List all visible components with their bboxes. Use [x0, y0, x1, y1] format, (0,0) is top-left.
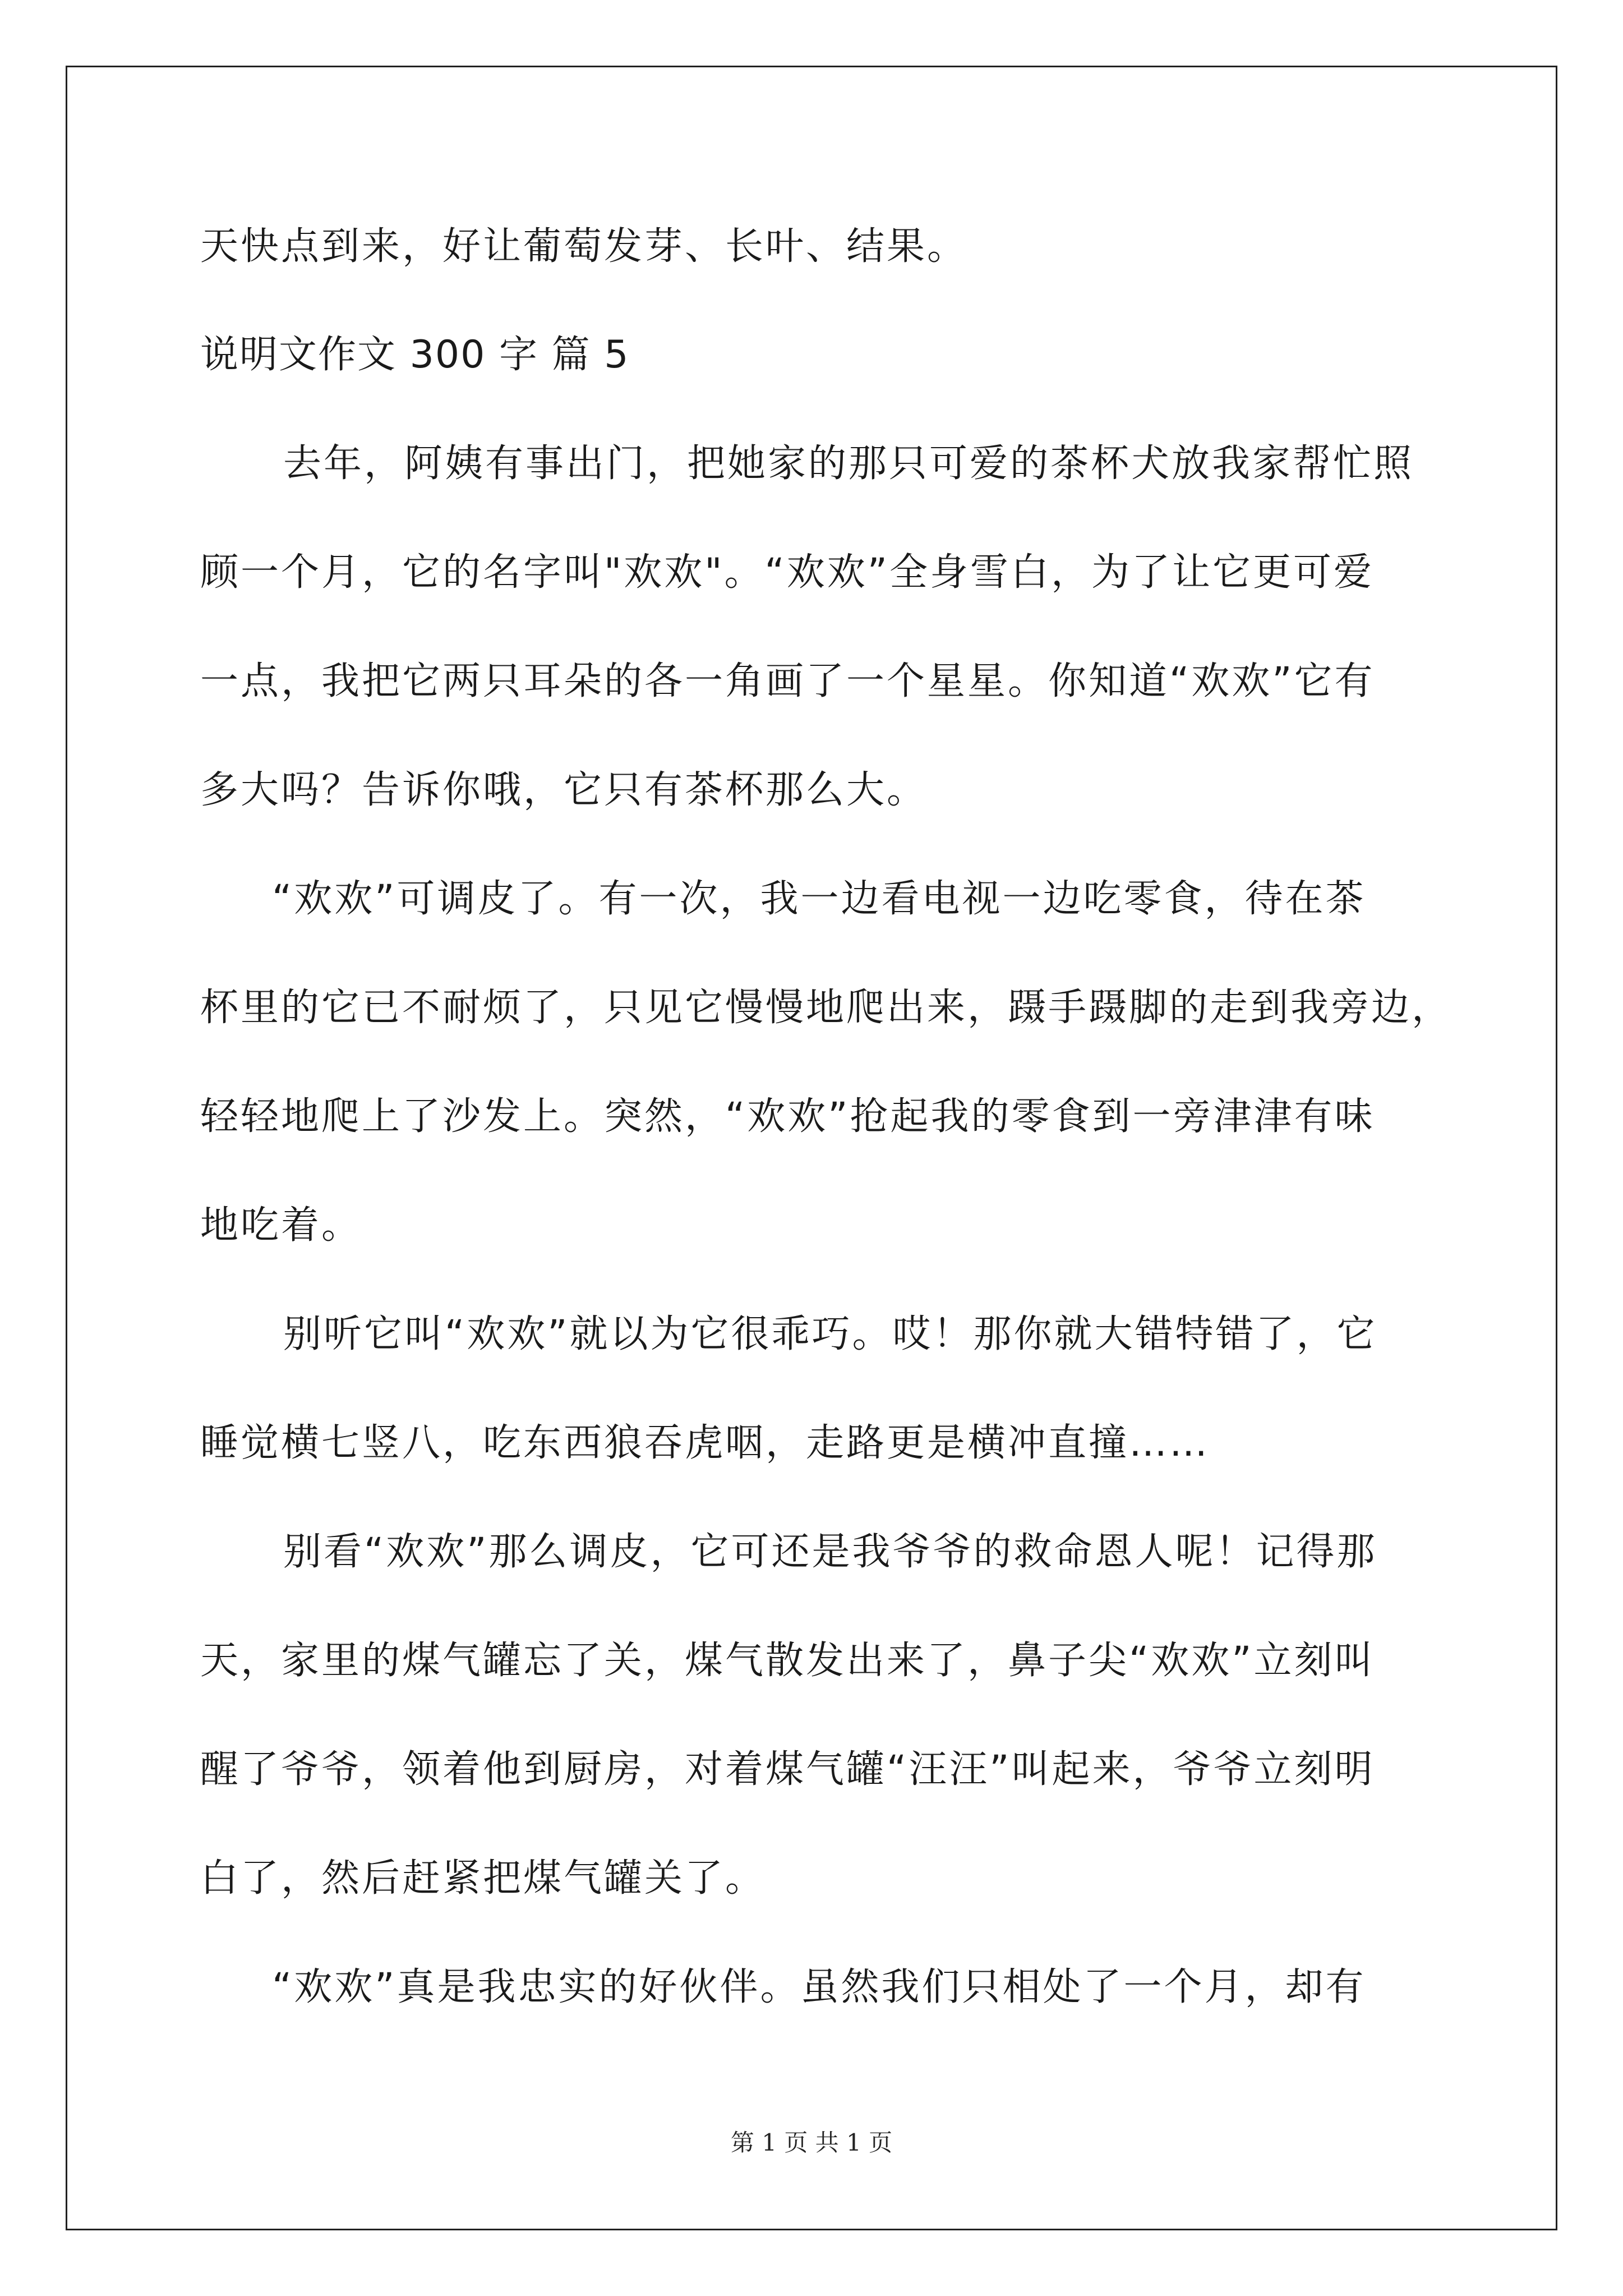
text-line: 睡觉横七竖八，吃东西狼吞虎咽，走路更是横冲直撞……: [200, 1421, 1210, 1465]
text-line: 去年，阿姨有事出门，把她家的那只可爱的茶杯犬放我家帮忙照: [283, 441, 1414, 486]
text-line: 一点，我把它两只耳朵的各一角画了一个星星。你知道“欢欢”它有: [200, 659, 1375, 703]
page-frame: [66, 66, 1557, 2230]
text-line: 醒了爷爷，领着他到厨房，对着煤气罐“汪汪”叫起来，爷爷立刻明: [200, 1747, 1375, 1792]
text-line: 天快点到来，好让葡萄发芽、长叶、结果。: [200, 224, 968, 269]
text-line: 白了，然后赶紧把煤气罐关了。: [200, 1856, 766, 1901]
text-line: 多大吗？告诉你哦，它只有茶杯那么大。: [200, 768, 928, 812]
section-heading: 说明文作文 300 字 篇 5: [200, 333, 630, 377]
text-line: 别听它叫“欢欢”就以为它很乖巧。哎！那你就大错特错了，它: [283, 1312, 1377, 1356]
text-line: “欢欢”真是我忠实的好伙伴。虽然我们只相处了一个月，却有: [272, 1965, 1366, 2009]
page-number: 第 1 页 共 1 页: [730, 2129, 893, 2156]
text-line: 地吃着。: [200, 1203, 362, 1248]
text-line: 别看“欢欢”那么调皮，它可还是我爷爷的救命恩人呢！记得那: [283, 1530, 1377, 1574]
text-line: “欢欢”可调皮了。有一次，我一边看电视一边吃零食，待在茶: [272, 877, 1366, 921]
text-line: 顾一个月，它的名字叫"欢欢"。“欢欢”全身雪白，为了让它更可爱: [200, 550, 1375, 595]
text-line: 天，家里的煤气罐忘了关，煤气散发出来了，鼻子尖“欢欢”立刻叫: [200, 1639, 1375, 1683]
text-line: 轻轻地爬上了沙发上。突然，“欢欢”抢起我的零食到一旁津津有味: [200, 1094, 1375, 1139]
text-line: 杯里的它已不耐烦了，只见它慢慢地爬出来，蹑手蹑脚的走到我旁边，: [200, 986, 1453, 1030]
